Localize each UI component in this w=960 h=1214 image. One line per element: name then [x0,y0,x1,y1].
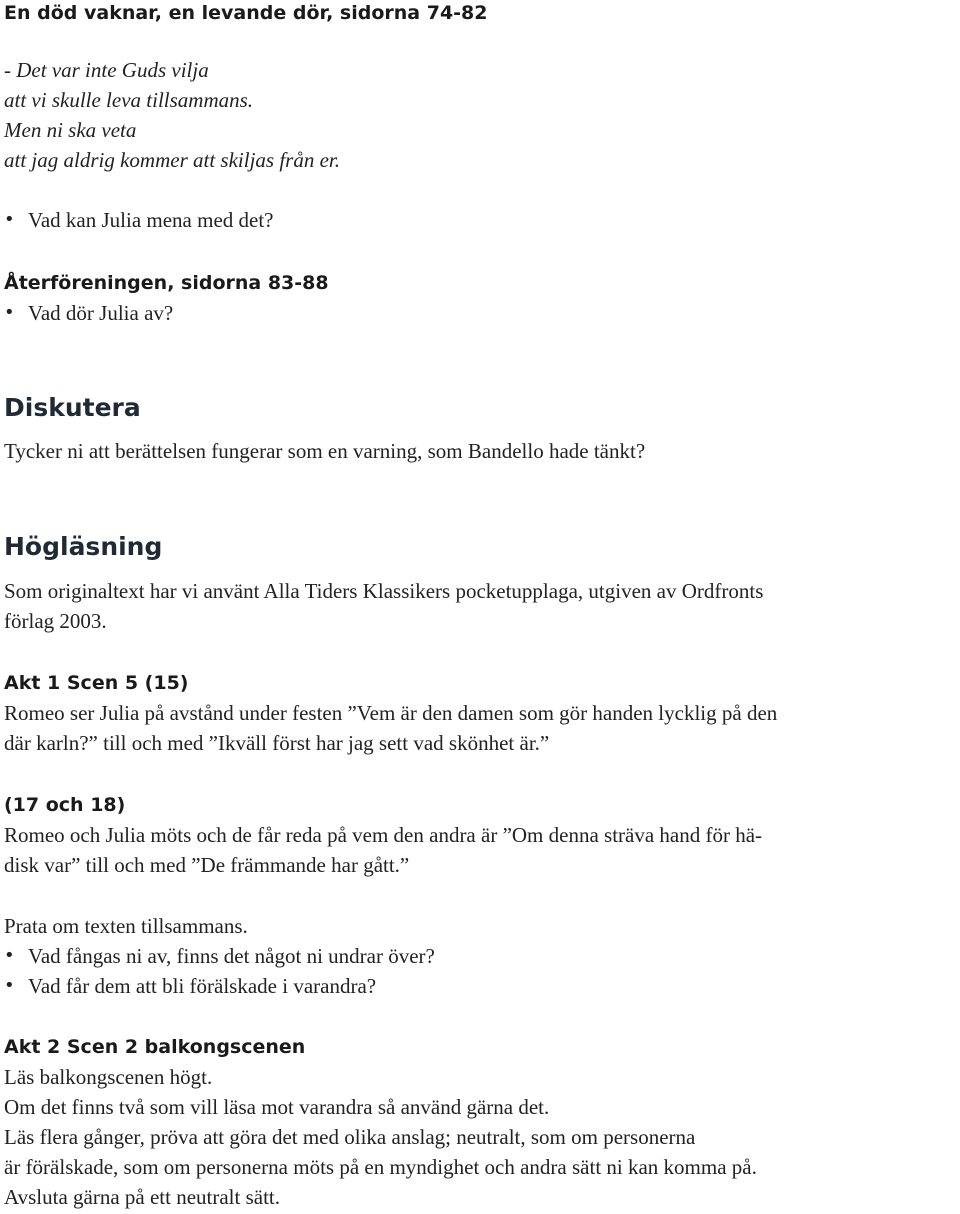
scene-heading-akt2: Akt 2 Scen 2 balkongscenen [4,1036,306,1058]
quote-block [4,55,956,175]
question-item: • Vad kan Julia mena med det? [4,205,956,235]
scene-description [4,698,956,758]
section-heading-diskutera: Diskutera [4,393,141,422]
reading-intro [4,576,956,636]
text-line: Som originaltext har vi använt Alla Tiders Klassikers pocketupplaga, utgiven av Ordfronts [4,579,764,603]
text-line: Avsluta gärna på ett neutralt sätt. [4,1185,281,1209]
text-line: Romeo ser Julia på avstånd under festen ”Vem är den damen som gör handen lycklig på den [4,701,778,725]
question-item: • Vad fångas ni av, finns det något ni undrar över? [4,941,956,971]
text-line: är förälskade, som om personerna möts på en myndighet och andra sätt ni kan komma på. [4,1155,757,1179]
scene-heading-akt1: Akt 1 Scen 5 (15) [4,672,189,694]
question-list [4,205,956,235]
quote-line: - Det var inte Guds vilja [4,58,209,82]
quote-line: att vi skulle leva tillsammans. [4,88,254,112]
scene-instructions [4,1062,956,1212]
text-line: Om det finns två som vill läsa mot varandra så använd gärna det. [4,1095,550,1119]
text-line: där karln?” till och med ”Ikväll först har jag sett vad skönhet är.” [4,731,550,755]
text-line: Läs flera gånger, pröva att göra det med olika anslag; neutralt, som om personerna [4,1125,696,1149]
text-line: Romeo och Julia möts och de får reda på vem den andra är ”Om denna sträva hand för hä- [4,823,763,847]
question-list [4,941,956,1001]
discussion-text: Tycker ni att berättelsen fungerar som en varning, som Bandello hade tänkt? [4,439,646,463]
scene-description [4,820,956,880]
text-line: Läs balkongscenen högt. [4,1065,213,1089]
quote-line: Men ni ska veta [4,118,137,142]
text-line: förlag 2003. [4,609,107,633]
scene-heading-17-18: (17 och 18) [4,794,126,816]
question-list [4,298,956,328]
talk-intro: Prata om texten tillsammans. [4,914,248,938]
section-heading-aterforeningen: Återföreningen, sidorna 83-88 [4,272,329,294]
text-line: disk var” till och med ”De främmande har gått.” [4,853,410,877]
quote-line: att jag aldrig kommer att skiljas från er. [4,148,340,172]
section-heading-hoglasning: Högläsning [4,532,163,561]
question-item: • Vad får dem att bli förälskade i varandra? [4,971,956,1001]
section-heading-en-dod-vaknar: En död vaknar, en levande dör, sidorna 74-82 [4,2,488,24]
question-item: • Vad dör Julia av? [4,298,956,328]
